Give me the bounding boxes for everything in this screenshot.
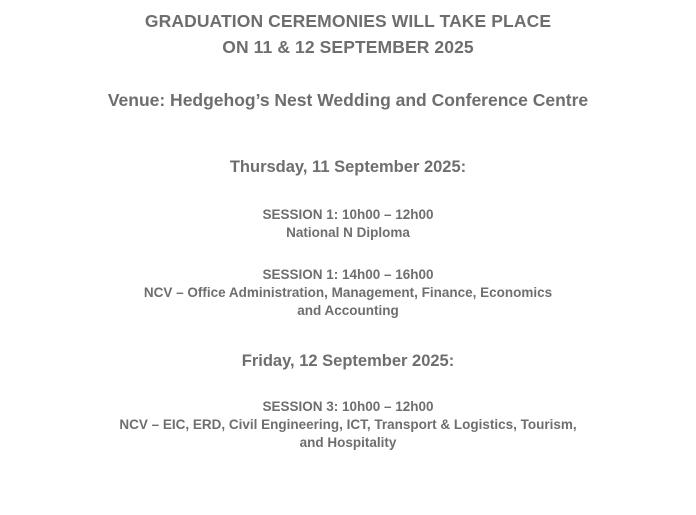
session-block-2	[6, 266, 690, 320]
session-detail-line: NCV – Office Administration, Management, Finance, Economics	[143, 285, 553, 300]
session-detail-line: and Accounting	[297, 303, 399, 318]
session-detail-line: NCV – EIC, ERD, Civil Engineering, ICT, Transport & Logistics, Tourism,	[119, 417, 577, 432]
day-title-friday: Friday, 12 September 2025:	[241, 352, 455, 370]
bottom-spacer	[6, 452, 690, 462]
session-detail-line: National N Diploma	[286, 225, 410, 240]
session-heading: SESSION 1: 10h00 – 12h00	[262, 207, 434, 222]
page-title-line-1: GRADUATION CEREMONIES WILL TAKE PLACE	[144, 11, 552, 31]
venue-line: Venue: Hedgehog’s Nest Wedding and Conference Centre	[107, 90, 589, 110]
session-block-1	[6, 206, 690, 242]
session-detail-line: and Hospitality	[299, 435, 397, 450]
page-title	[6, 8, 690, 60]
session-heading: SESSION 1: 14h00 – 16h00	[262, 267, 434, 282]
page-title-line-2: ON 11 & 12 SEPTEMBER 2025	[222, 37, 474, 57]
session-block-3	[6, 398, 690, 452]
session-heading: SESSION 3: 10h00 – 12h00	[262, 399, 434, 414]
day-title-thursday: Thursday, 11 September 2025:	[229, 158, 467, 176]
